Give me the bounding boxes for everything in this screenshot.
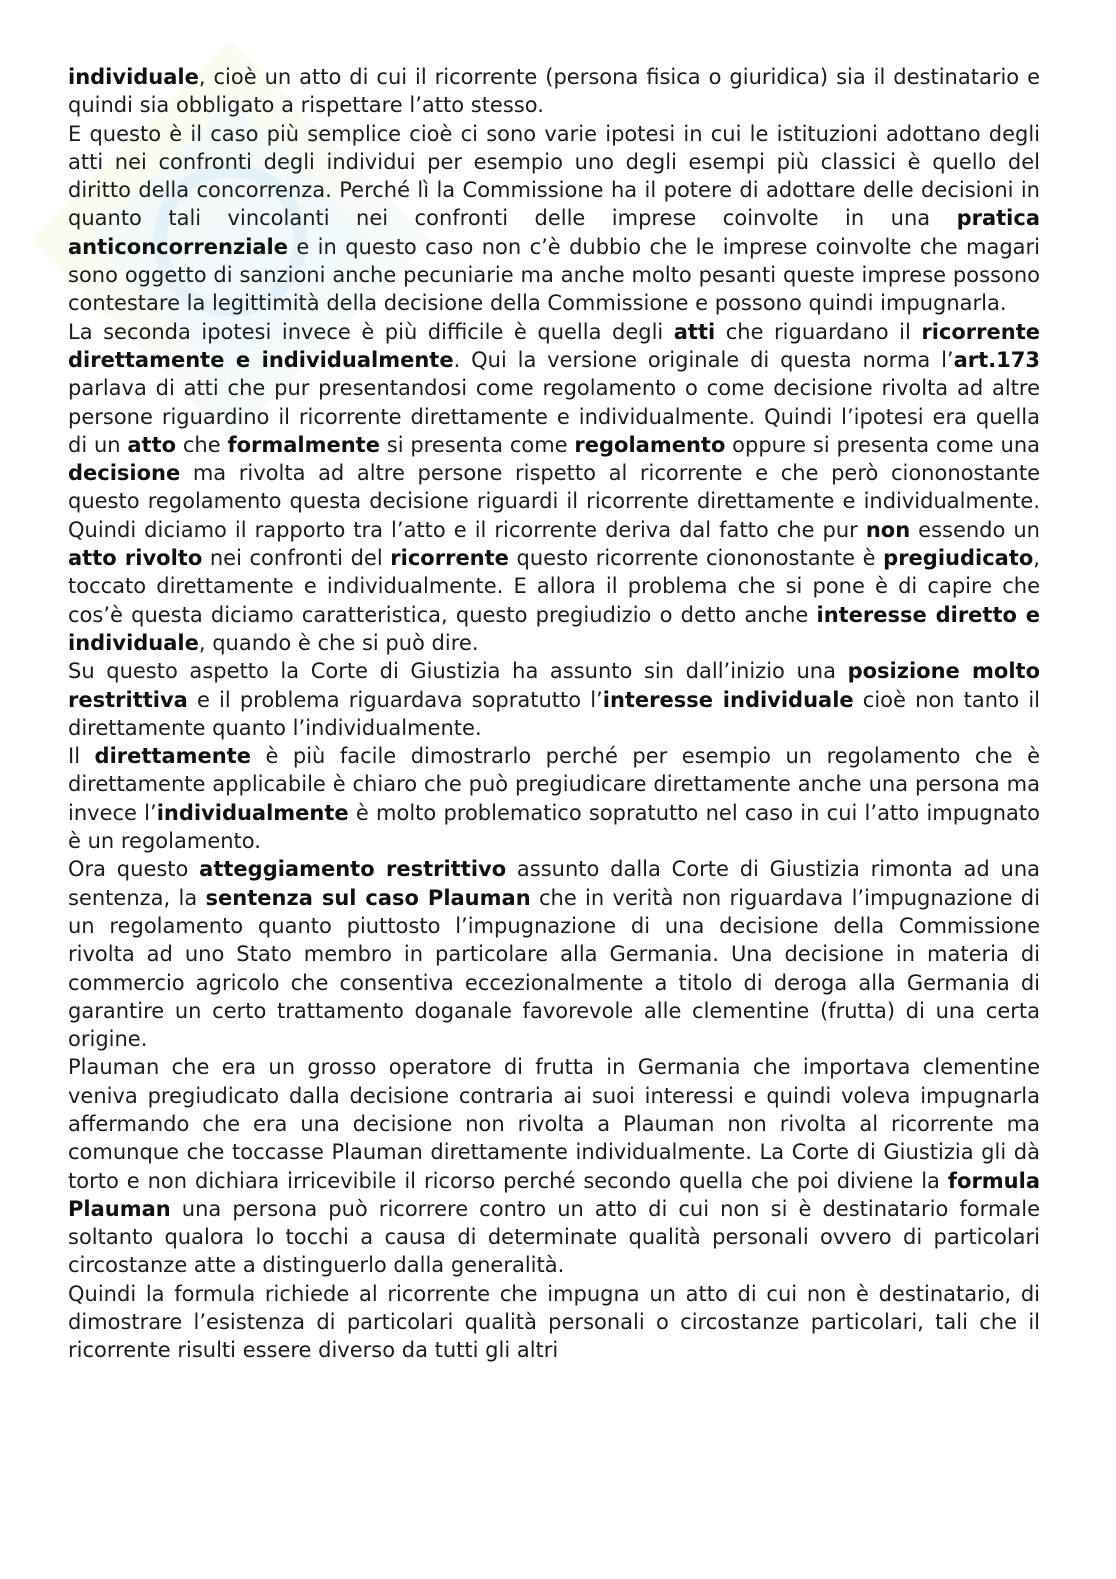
bold-term: individuale xyxy=(68,65,199,89)
bold-term: regolamento xyxy=(574,432,726,457)
text-run: cioè non tanto il direttamente quanto l’individualmente. xyxy=(68,687,1040,740)
text-run: è molto problematico sopratutto nel caso in cui l’atto impugnato è un regolamento. xyxy=(68,800,1040,854)
paragraph xyxy=(68,742,1040,855)
bold-term: art.173 xyxy=(953,347,1040,372)
bold-term: interesse diretto e individuale xyxy=(68,602,1040,655)
text-run: questo ricorrente ciononostante è xyxy=(508,546,884,571)
text-run: parlava di atti che pur presentandosi come regolamento o come decisione rivolta ad altre persone riguardino il ricorrente direttamente e individualmente. Quindi l’ipotesi era quella di un xyxy=(68,376,1040,457)
text-run: che xyxy=(176,432,228,457)
bold-term: ricorrente direttamente e individualmente xyxy=(68,319,1040,372)
paragraph xyxy=(68,1280,1040,1365)
bold-term: atto xyxy=(127,432,177,457)
text-run: una persona può ricorrere contro un atto di cui non si è destinatario formale soltanto qualora lo tocchi a causa di determinate qualità personali ovvero di particolari circostanze atte a distinguerlo dalla generalità. xyxy=(68,1196,1040,1278)
bold-term: decisione xyxy=(68,461,181,486)
bold-term: atteggiamento restrittivo xyxy=(199,857,507,882)
paragraph xyxy=(68,63,1040,120)
text-run: ma rivolta ad altre persone rispetto al ricorrente e che però ciononostante questo regolamento questa decisione riguardi il ricorrente direttamente e individualmente. Quindi diciamo il rapporto tra l’atto e il ricorrente deriva dal fatto che pur xyxy=(68,461,1040,542)
bold-term: posizione molto restrittiva xyxy=(68,659,1041,712)
text-run: e il problema riguardava sopratutto l’ xyxy=(187,687,603,712)
bold-term: formalmente xyxy=(227,432,380,457)
bold-term: interesse individuale xyxy=(602,687,854,712)
bold-term: non xyxy=(865,517,911,542)
text-run: Quindi la formula richiede al ricorrente che impugna un atto di cui non è destinatario, di dimostrare l’esistenza di particolari qualità personali o circostanze particolari, tali che il ricorrente risulti essere diverso da tutti gli altri xyxy=(68,1281,1040,1363)
text-run: è più facile dimostrarlo perché per esempio un regolamento che è direttamente applicabile è chiaro che può pregiudicare direttamente anche una persona ma invece l’ xyxy=(68,744,1041,825)
text-run: . Qui la versione originale di questa norma l’ xyxy=(453,347,954,372)
text-run: Ora questo xyxy=(68,857,200,882)
text-run: essendo un xyxy=(910,517,1040,542)
paragraph xyxy=(68,318,1040,658)
text-run: assunto dalla Corte di Giustizia rimonta ad una sentenza, la xyxy=(68,857,1041,910)
text-run: La seconda ipotesi invece è più difficile è quella degli xyxy=(68,319,674,344)
bold-term: direttamente xyxy=(94,744,251,769)
text-run: oppure si presenta come una xyxy=(725,432,1040,457)
text-run: , quando è che si può dire. xyxy=(198,630,479,655)
text-run: che in verità non riguardava l’impugnazione di un regolamento quanto piuttosto l’impugnazione di una decisione della Commissione rivolta ad uno Stato membro in particolare alla Germania. Una decisione in materia di commercio agricolo che consentiva eccezionalmente a titolo di deroga alla Germania di garantire un certo trattamento doganale favorevole alle clementine (frutta) di una certa origine. xyxy=(68,885,1040,1052)
text-run: Plauman che era un grosso operatore di frutta in Germania che importava clementine veniva pregiudicato dalla decisione contraria ai suoi interessi e quindi voleva impugnarla affermando che era una decisione non rivolta a Plauman non rivolta al ricorrente ma comunque che toccasse Plauman direttamente individualmente. La Corte di Giustizia gli dà torto e non dichiara irricevibile il ricorso perché secondo quella che poi diviene la xyxy=(68,1055,1040,1193)
bold-term: atto rivolto xyxy=(68,546,203,571)
bold-term: atti xyxy=(673,319,716,344)
text-run: Il xyxy=(68,744,95,769)
bold-term: individualmente xyxy=(156,800,349,825)
paragraph xyxy=(68,657,1040,742)
bold-term: sentenza sul caso Plauman xyxy=(205,885,531,910)
text-run: si presenta come xyxy=(379,432,575,457)
document-body xyxy=(68,63,1040,1365)
text-run: Su questo aspetto la Corte di Giustizia ha assunto sin dall’inizio una xyxy=(68,659,848,684)
bold-term: pratica anticoncorrenziale xyxy=(68,206,1040,259)
paragraph xyxy=(68,1053,1040,1279)
text-run: , cioè un atto di cui il ricorrente (persona fisica o giuridica) sia il destinatario e quindi sia obbligato a rispettare l’atto stesso. xyxy=(68,65,1040,118)
bold-term: ricorrente xyxy=(390,546,509,571)
paragraph xyxy=(68,120,1040,318)
text-run: nei confronti del xyxy=(202,546,391,571)
paragraph xyxy=(68,855,1040,1053)
bold-term: pregiudicato xyxy=(883,546,1034,571)
text-run: e in questo caso non c’è dubbio che le imprese coinvolte che magari sono oggetto di sanzioni anche pecuniarie ma anche molto pesanti queste imprese possono contestare la legittimità della decisione della Commissione e possono quindi impugnarla. xyxy=(68,234,1040,316)
text-run: , toccato direttamente e individualmente. E allora il problema che si pone è di capire che cos’è questa diciamo caratteristica, questo pregiudizio o detto anche xyxy=(68,546,1040,627)
text-run: E questo è il caso più semplice cioè ci sono varie ipotesi in cui le istituzioni adottano degli atti nei confronti degli individui per esempio uno degli esempi più classici è quello del diritto della concorrenza. Perché lì la Commissione ha il potere di adottare delle decisioni in quanto tali vincolanti nei confronti delle imprese coinvolte in una xyxy=(68,121,1040,231)
bold-term: formula Plauman xyxy=(68,1168,1040,1221)
text-run: che riguardano il xyxy=(715,319,922,344)
